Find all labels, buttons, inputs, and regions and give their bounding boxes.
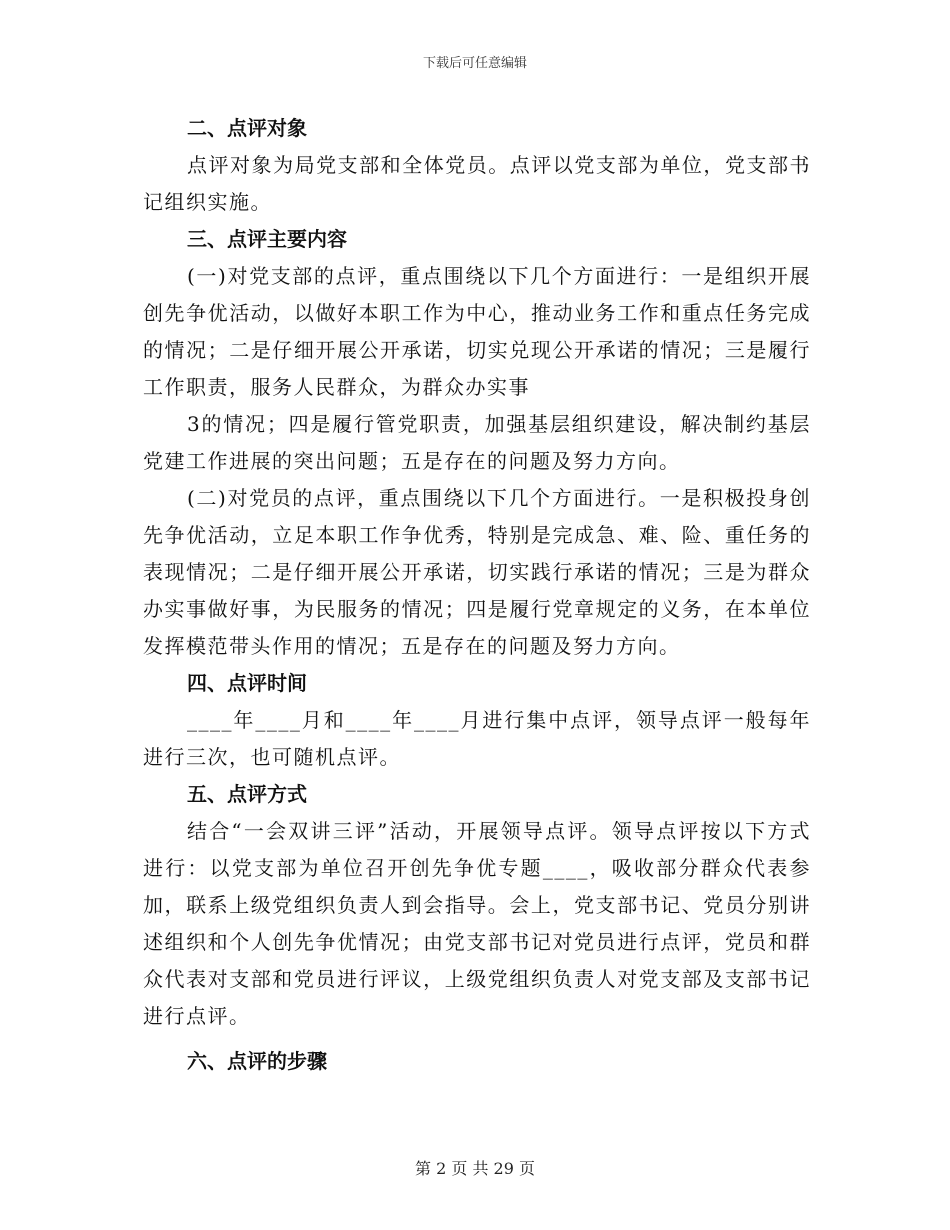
paragraph-branch-review-cont: 3的情况；四是履行管党职责，加强基层组织建设，解决制约基层党建工作进展的突出问题；五是存在的问题及努力方向。 (143, 412, 811, 473)
section-heading-objects: 二、点评对象 (187, 116, 307, 140)
section-heading-time: 四、点评时间 (187, 671, 307, 695)
document-body (143, 110, 811, 1080)
paragraph-method: 结合“一会双讲三评”活动，开展领导点评。领导点评按以下方式进行：以党支部为单位召开创先争优专题____，吸收部分群众代表参加，联系上级党组织负责人到会指导。会上，党支部书记、党员分别讲述组织和个人创先争优情况；由党支部书记对党员进行点评，党员和群众代表对支部和党员进行评议，上级党组织负责人对党支部及支部书记进行点评。 (143, 819, 811, 1028)
paragraph-branch-review: (一)对党支部的点评，重点围绕以下几个方面进行：一是组织开展创先争优活动，以做好本职工作为中心，推动业务工作和重点任务完成的情况；二是仔细开展公开承诺，切实兑现公开承诺的情况；三是履行工作职责，服务人民群众，为群众办实事 (143, 264, 811, 399)
section-heading-main-content: 三、点评主要内容 (187, 227, 347, 251)
paragraph-time: ____年____月和____年____月进行集中点评，领导点评一般每年进行三次，也可随机点评。 (143, 708, 811, 769)
page-number: 第 2 页 共 29 页 (415, 1159, 535, 1178)
section-heading-method: 五、点评方式 (187, 782, 307, 806)
header-note: 下载后可任意编辑 (422, 56, 527, 71)
section-heading-steps: 六、点评的步骤 (187, 1049, 327, 1073)
paragraph-member-review: (二)对党员的点评，重点围绕以下几个方面进行。一是积极投身创先争优活动，立足本职工作争优秀，特别是完成急、难、险、重任务的表现情况；二是仔细开展公开承诺，切实践行承诺的情况；三是为群众办实事做好事，为民服务的情况；四是履行党章规定的义务，在本单位发挥模范带头作用的情况；五是存在的问题及努力方向。 (143, 486, 811, 658)
paragraph-objects: 点评对象为局党支部和全体党员。点评以党支部为单位，党支部书记组织实施。 (143, 153, 811, 214)
